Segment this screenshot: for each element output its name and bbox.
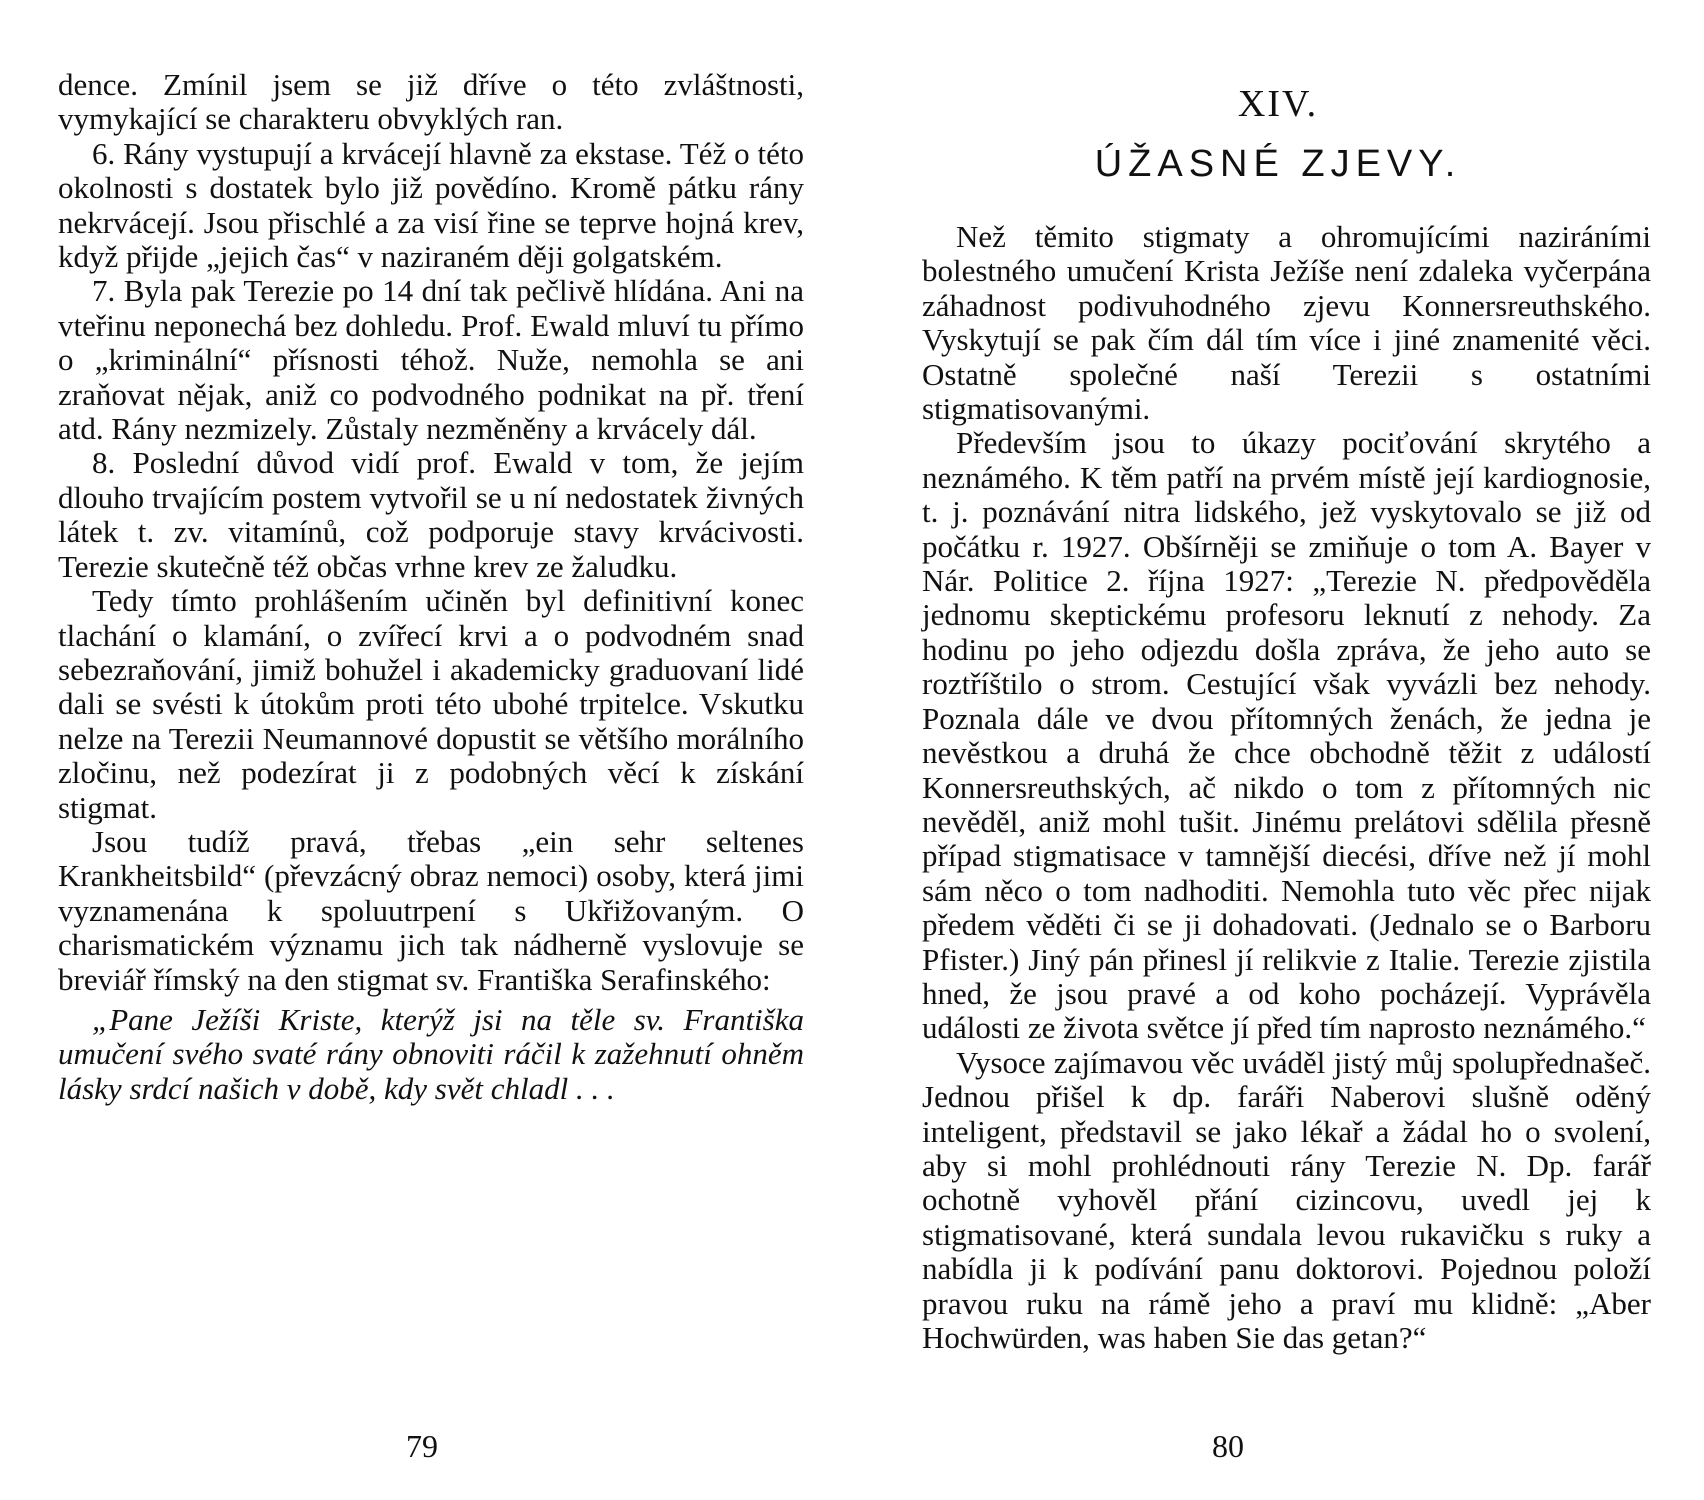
paragraph: dence. Zmínil jsem se již dříve o této zvláštnosti, vymykající se charakteru obvyklých ran. (58, 67, 804, 137)
chapter-number: XIV. (1237, 83, 1319, 125)
paragraph: 8. Poslední důvod vidí prof. Ewald v tom, že jejím dlouho trvajícím postem vytvořil se u ní nedostatek živných látek t. zv. vitamínů, což podporuje stavy krvácivosti. Terezie skutečně též občas vrhne krev ze žaludku. (58, 445, 804, 584)
paragraph: Vysoce zajímavou věc uváděl jistý můj spolupřednašeč. Jednou přišel k dp. faráři Naberovi slušně oděný inteligent, představil se jako lékař a žádal ho o svolení, aby si mohl prohlédnouti rány Terezie N. Dp. farář ochotně vyhověl přání cizincovu, uvedl jej k stigmatisované, která sundala levou rukavičku s ruky a nabídla ji k podívání panu doktorovi. Pojednou položí pravou ruku na rámě jeho a praví mu klidně: „Aber Hochwürden, was haben Sie das getan?“ (922, 1044, 1651, 1355)
left-page-text (58, 68, 804, 1106)
paragraph: Především jsou to úkazy pociťování skrytého a neznámého. K těm patří na prvém místě její kardiognosie, t. j. poznávání nitra lidského, jež vyskytovalo se již od počátku r. 1927. Obšírněji se zmiňuje o tom A. Bayer v Nár. Politice 2. října 1927: „Terezie N. předpověděla jednomu skeptickému profesoru leknutí z nehody. Za hodinu po jeho odjezdu došla zpráva, že jeho auto se roztříštilo o strom. Cestující však vyvázli bez nehody. Poznala dále ve dvou přítomných ženách, že jedna je nevěstkou a druhá že chce obchodně těžit z událostí Konnersreuthských, ač nikdo o tom z přítomných nic nevěděl, aniž mohl tušit. Jinému prelátovi sdělila přesně případ stigmatisace v tamnější diecési, dříve než jí mohl sám něco o tom nadhoditi. Nemohla tuto věc přec nijak předem věděti či se ji dohadovati. (Jednalo se o Barboru Pfister.) Jiný pán přinesl jí relikvie z Italie. Terezie zjistila hned, že jsou pravé a od koho pocházejí. Vyprávěla události ze života světce jí před tím naprosto neznámého.“ (922, 425, 1651, 1046)
paragraph: Jsou tudíž pravá, třebas „ein sehr seltenes Krankheitsbild“ (převzácný obraz nemoci) osoby, která jimi vyznamenána k spoluutrpení s Ukřižovaným. O charismatickém významu jich tak nádherně vyslovuje se breviář římský na den stigmat sv. Františka Serafinského: (58, 823, 804, 997)
right-page-text (922, 220, 1651, 1355)
paragraph: Tedy tímto prohlášením učiněn byl definitivní konec tlachání o klamání, o zvířecí krvi a o podvodném snad sebezraňování, jimiž bohužel i akademicky graduovaní lidé dali se svésti k útokům proti této ubohé trpitelce. Vskutku nelze na Terezii Neumannové dopustit se většího morálního zločinu, než podezírat ji z podobných věcí k získání stigmat. (58, 583, 804, 825)
paragraph: 6. Rány vystupují a krvácejí hlavně za ekstase. Též o této okolnosti s dostatek bylo již povědíno. Kromě pátku rány nekrvácejí. Jsou přischlé a za visí řine se teprve hojná krev, když přijde „jejich čas“ v naziraném ději golgatském. (58, 135, 804, 275)
page-number: 80 (1212, 1428, 1244, 1464)
paragraph: 7. Byla pak Terezie po 14 dní tak pečlivě hlídána. Ani na vteřinu neponechá bez dohledu. Prof. Ewald mluví tu přímo o „kriminální“ přísnosti téhož. Nuže, nemohla se ani zraňovat nějak, aniž co podvodného podnikat na př. tření atd. Rány nezmizely. Zůstaly nezměněny a krvácely dál. (58, 273, 804, 447)
right-page (852, 0, 1704, 1500)
chapter-title: ÚŽASNÉ ZJEVY. (1094, 143, 1462, 185)
italic-quote: „Pane Ježíši Kriste, kterýž jsi na těle sv. Františka umučení svého svaté rány obnoviti ráčil k zažehnutí ohněm lásky srdcí našich v době, kdy svět chladl . . . (58, 1001, 804, 1106)
paragraph: Než těmito stigmaty a ohromujícími naziráními bolestného umučení Krista Ježíše není zdaleka vyčerpána záhadnost podivuhodného zjevu Konnersreuthského. Vyskytují se pak čím dál tím více i jiné znamenité věci. Ostatně společné naší Terezii s ostatními stigmatisovanými. (922, 219, 1651, 427)
page-number: 79 (406, 1428, 438, 1464)
